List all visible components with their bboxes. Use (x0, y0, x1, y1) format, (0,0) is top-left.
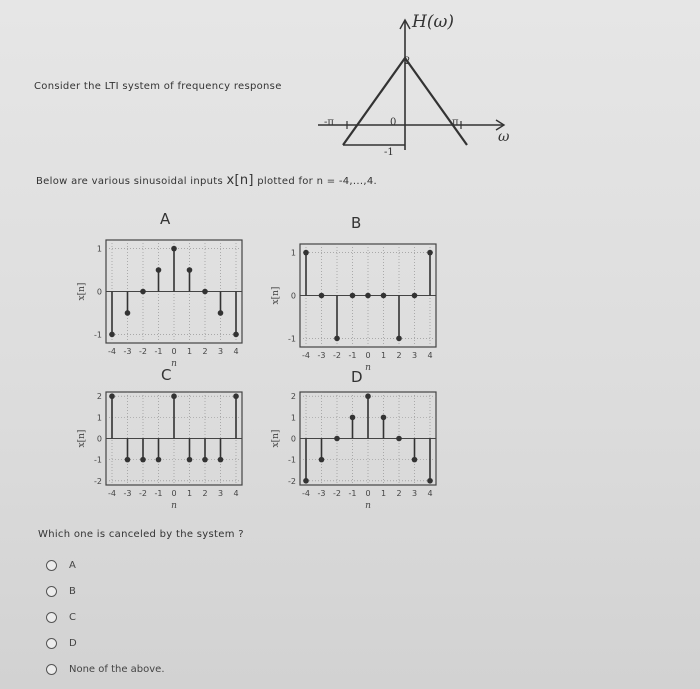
y-tick-label: 1 (96, 413, 102, 423)
inputs-range: n = -4,...,4. (316, 176, 377, 187)
x-tick-label: 4 (427, 489, 433, 498)
y-axis-label: x[n] (271, 429, 281, 448)
stem-marker (156, 267, 162, 273)
x-tick-label: 1 (380, 351, 387, 360)
x-tick-label: 2 (396, 489, 402, 498)
stem-marker (412, 293, 418, 299)
stem-marker (140, 457, 146, 463)
x-tick-label: -1 (348, 489, 357, 498)
stem-marker (233, 393, 239, 399)
stem-marker (427, 250, 433, 256)
stem-marker (396, 436, 402, 442)
x-tick-label: -1 (348, 351, 357, 360)
x-tick-label: -1 (154, 347, 163, 356)
x-tick-label: 3 (217, 489, 224, 498)
stem-marker (319, 457, 325, 463)
x-tick-label: 3 (411, 489, 418, 498)
stem-plot-d (254, 384, 444, 519)
x-tick-label: 3 (411, 351, 418, 360)
y-axis-label: x[n] (77, 282, 87, 301)
option-label: B (69, 585, 76, 597)
stem-marker (202, 457, 208, 463)
radio-button[interactable] (46, 586, 57, 597)
inputs-middle: plotted for (253, 176, 317, 187)
radio-button[interactable] (46, 638, 57, 649)
y-tick-label: -2 (94, 476, 102, 486)
plot-b-letter: B (351, 214, 362, 232)
answer-options (46, 552, 165, 682)
y-tick-label: 1 (290, 248, 296, 258)
stem-marker (396, 336, 402, 342)
x-tick-label: 0 (365, 351, 371, 360)
y-tick-label: 1 (290, 413, 296, 423)
option-c[interactable] (46, 604, 165, 630)
y-tick-label: 0 (290, 434, 296, 444)
stem-marker (109, 393, 115, 399)
x-axis-label: n (171, 501, 177, 511)
stem-plot-a (60, 232, 250, 377)
question-ask: Which one is canceled by the system ? (38, 529, 244, 540)
zero-label: 0 (390, 117, 397, 128)
stem-marker (202, 289, 208, 295)
neg-one-label: -1 (384, 147, 394, 158)
y-tick-label: 2 (96, 392, 102, 402)
inputs-description (36, 173, 377, 188)
y-axis-label: x[n] (77, 429, 87, 448)
stem-marker (187, 267, 193, 273)
stem-marker (412, 457, 418, 463)
stem-marker (350, 415, 356, 421)
stem-marker (319, 293, 325, 299)
option-none[interactable] (46, 656, 165, 682)
stem-marker (125, 457, 131, 463)
y-tick-label: -1 (288, 334, 296, 344)
y-tick-label: -1 (94, 330, 102, 340)
option-d[interactable] (46, 630, 165, 656)
x-tick-label: -4 (108, 489, 116, 498)
x-tick-label: -4 (302, 489, 310, 498)
stem-marker (109, 332, 115, 338)
question-intro: Consider the LTI system of frequency response (34, 81, 282, 92)
stem-marker (156, 457, 162, 463)
y-tick-label: -1 (288, 455, 296, 465)
stem-marker (365, 393, 371, 399)
radio-button[interactable] (46, 560, 57, 571)
stem-marker (381, 293, 387, 299)
x-tick-label: 1 (186, 489, 193, 498)
option-label: None of the above. (69, 663, 165, 675)
radio-button[interactable] (46, 612, 57, 623)
stem-marker (218, 457, 224, 463)
x-tick-label: -4 (302, 351, 310, 360)
frequency-response-graph (318, 15, 518, 160)
neg-pi-label: -π (324, 117, 334, 128)
y-tick-label: 0 (96, 434, 102, 444)
x-tick-label: -3 (123, 489, 132, 498)
y-axis-label: x[n] (271, 286, 281, 305)
x-tick-label: 2 (202, 347, 208, 356)
y-tick-label: 2 (290, 392, 296, 402)
x-tick-label: 3 (217, 347, 224, 356)
x-tick-label: -3 (317, 351, 326, 360)
option-a[interactable] (46, 552, 165, 578)
stem-marker (303, 250, 309, 256)
stem-marker (171, 246, 177, 252)
stem-marker (171, 393, 177, 399)
x-tick-label: -2 (333, 489, 341, 498)
y-tick-label: 1 (96, 244, 102, 254)
x-tick-label: 4 (233, 347, 239, 356)
plot-a-letter: A (160, 210, 171, 228)
x-tick-label: 4 (427, 351, 433, 360)
y-tick-label: -1 (94, 455, 102, 465)
x-tick-label: 1 (380, 489, 387, 498)
stem-plot-c (60, 384, 250, 519)
response-label: H(ω) (412, 12, 454, 32)
y-tick-label: 0 (96, 287, 102, 297)
stem-marker (140, 289, 146, 295)
stem-plot-b (254, 236, 444, 381)
x-tick-label: 0 (365, 489, 371, 498)
stem-marker (233, 332, 239, 338)
inputs-symbol: x[n] (226, 173, 254, 188)
plot-d-letter: D (351, 368, 363, 386)
stem-marker (187, 457, 193, 463)
x-tick-label: -3 (317, 489, 326, 498)
radio-button[interactable] (46, 664, 57, 675)
stem-marker (427, 478, 433, 484)
omega-label: ω (498, 129, 510, 145)
plot-c-letter: C (161, 366, 172, 384)
x-tick-label: 2 (396, 351, 402, 360)
y-tick-label: 0 (290, 291, 296, 301)
x-tick-label: -2 (139, 347, 147, 356)
x-tick-label: 0 (171, 347, 177, 356)
x-tick-label: -4 (108, 347, 116, 356)
stem-marker (365, 293, 371, 299)
option-label: A (69, 559, 76, 571)
option-label: D (69, 637, 77, 649)
y-tick-label: -2 (288, 476, 296, 486)
x-tick-label: -3 (123, 347, 132, 356)
option-label: C (69, 611, 76, 623)
stem-marker (218, 310, 224, 316)
stem-marker (303, 478, 309, 484)
x-tick-label: -1 (154, 489, 163, 498)
inputs-prefix: Below are various sinusoidal inputs (36, 176, 227, 187)
x-tick-label: 2 (202, 489, 208, 498)
x-axis-label: n (365, 363, 371, 373)
peak-label: 2 (404, 56, 411, 67)
stem-marker (381, 415, 387, 421)
stem-marker (125, 310, 131, 316)
x-tick-label: -2 (139, 489, 147, 498)
pi-label: π (452, 117, 459, 128)
stem-marker (334, 436, 340, 442)
x-axis-label: n (171, 359, 177, 369)
x-tick-label: -2 (333, 351, 341, 360)
x-tick-label: 0 (171, 489, 177, 498)
option-b[interactable] (46, 578, 165, 604)
stem-marker (350, 293, 356, 299)
x-axis-label: n (365, 501, 371, 511)
stem-marker (334, 336, 340, 342)
x-tick-label: 1 (186, 347, 193, 356)
x-tick-label: 4 (233, 489, 239, 498)
